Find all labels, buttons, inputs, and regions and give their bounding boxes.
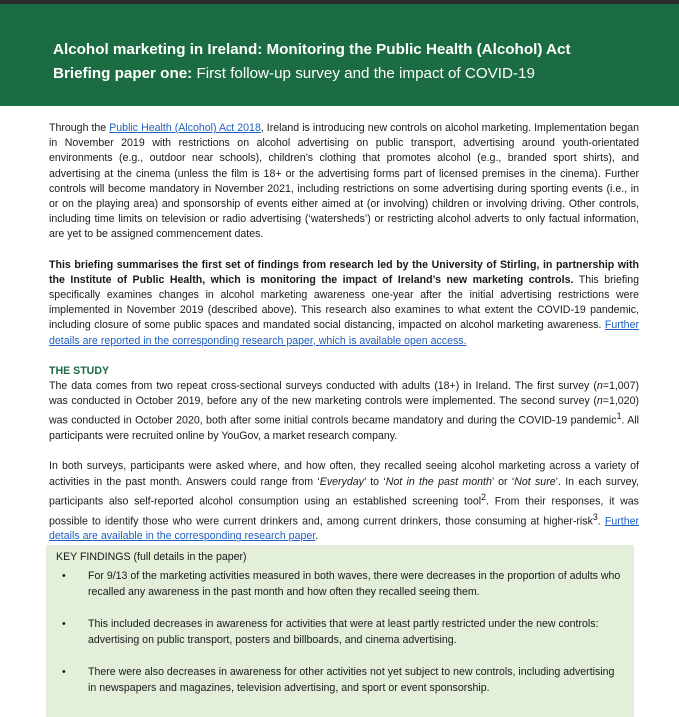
key-findings-title: KEY FINDINGS (full details in the paper)	[56, 551, 247, 563]
study-text: .	[597, 515, 605, 528]
act-link[interactable]: Public Health (Alcohol) Act 2018	[109, 122, 261, 134]
study-text: ’. In each survey, participants also self-reported alcohol consumption using an established screening tool	[49, 475, 640, 508]
study-text: =1,007) was conducted in October 2019, before any of the new marketing controls were implemented. The second survey (	[49, 380, 639, 408]
intro-bold-summary: This briefing summarises the first set of findings from research led by the University of Stirling, in partnership with the Institute of Public Health, which is monitoring the impact of Ireland’s new marketing controls.	[49, 258, 639, 286]
main-content	[49, 121, 639, 544]
finding-text: For 9/13 of the marketing activities measured in both waves, there were decreases in the proportion of adults who recalled any awareness in the past month and how often they recalled seeing them.	[88, 570, 621, 598]
study-text: =1,020) was conducted in October 2020, both after some initial controls became mandatory and during the COVID-19 pandemic	[49, 395, 639, 427]
finding-text: There were also decreases in awareness for other activities not yet subject to new controls, including advertising in newspapers and magazines, television advertising, and sport or event sponsorship.	[88, 666, 615, 694]
study-text: . All participants were recruited online by YouGov, a market research company.	[49, 414, 639, 443]
bullet-icon: •	[62, 666, 66, 678]
intro-paragraph-1	[49, 121, 639, 243]
answer-option: Not in the past month	[385, 475, 492, 488]
subtitle-label: Briefing paper one:	[53, 65, 193, 82]
header-banner	[0, 4, 679, 106]
finding-text: This included decreases in awareness for activities that were at least partly restricted under the new controls: advertising on public transport, posters and billboards, and cinema advertising.	[88, 618, 599, 646]
footnote-ref: 2	[481, 491, 487, 502]
n-label: n	[596, 395, 603, 408]
study-text: The data comes from two repeat cross-sectional surveys conducted with adults (18+) in Ireland. The first survey (	[49, 380, 597, 393]
key-findings-list	[56, 569, 624, 696]
footnote-ref: 3	[592, 511, 598, 522]
key-findings-box	[46, 545, 634, 717]
answer-option: Not sure	[514, 475, 556, 488]
study-text: ’ or ‘	[491, 475, 515, 488]
list-item	[56, 617, 624, 648]
intro-text: Through the	[49, 122, 110, 134]
list-item	[56, 665, 624, 696]
bullet-icon: •	[62, 570, 66, 582]
intro-text-cont: , Ireland is introducing new controls on alcohol marketing. Implementation began in November 2019 with restrictions on alcohol advertising on public transport, advertising around youth-orientated environments (e.g., outdoor near schools), children’s clothing that promotes alcohol (e.g., branded sport shirts), and advertising at the cinema (unless the film is 18+ or the advertising forms part of licensed premises in the cinema). Further controls will become mandatory in November 2021, including restrictions on some advertising during sporting events (i.e., in or on the playing area) and sponsorship of events either aimed at (or involving) children or involving driving. Other controls, including time limits on television or radio advertising (‘watersheds’) or restricting alcohol adverts to only factual information, are yet to be assigned commencement dates.	[49, 122, 639, 241]
answer-option: Everyday	[319, 475, 364, 488]
research-paper-link[interactable]: Further details are reported in the corresponding research paper, which is available open access.	[49, 319, 639, 347]
n-label: n	[596, 380, 603, 393]
research-paper-link-2[interactable]: Further details are available in the corresponding research paper	[49, 515, 640, 543]
document-title: Alcohol marketing in Ireland: Monitoring the Public Health (Alcohol) Act	[53, 41, 571, 58]
study-text: .	[315, 530, 319, 543]
footnote-ref: 1	[616, 411, 622, 422]
study-heading: THE STUDY	[49, 364, 110, 377]
study-text: . From their responses, it was possible to identify those who were current drinkers and, among current drinkers, those consuming at higher-risk	[49, 495, 639, 528]
study-text: In both surveys, participants were asked where, and how often, they recalled seeing alcohol marketing across a variety of activities in the past month. Answers could range from ‘	[49, 460, 639, 488]
bullet-icon: •	[62, 618, 66, 630]
subtitle-text: First follow-up survey and the impact of COVID-19	[192, 65, 535, 82]
study-paragraph-2	[49, 459, 639, 544]
study-paragraph-1	[49, 379, 639, 444]
list-item	[56, 569, 624, 600]
study-text: ’ to ‘	[363, 475, 386, 488]
document-subtitle	[53, 62, 679, 86]
intro-detail-text: This briefing specifically examines changes in alcohol marketing awareness one-year after the initial advertising restrictions were implemented in November 2019 (described above). This research also examines to what extent the COVID-19 pandemic, including closure of some public spaces and mandated social distancing, impacted on alcohol marketing awareness.	[49, 273, 639, 332]
intro-paragraph-2	[49, 258, 639, 349]
